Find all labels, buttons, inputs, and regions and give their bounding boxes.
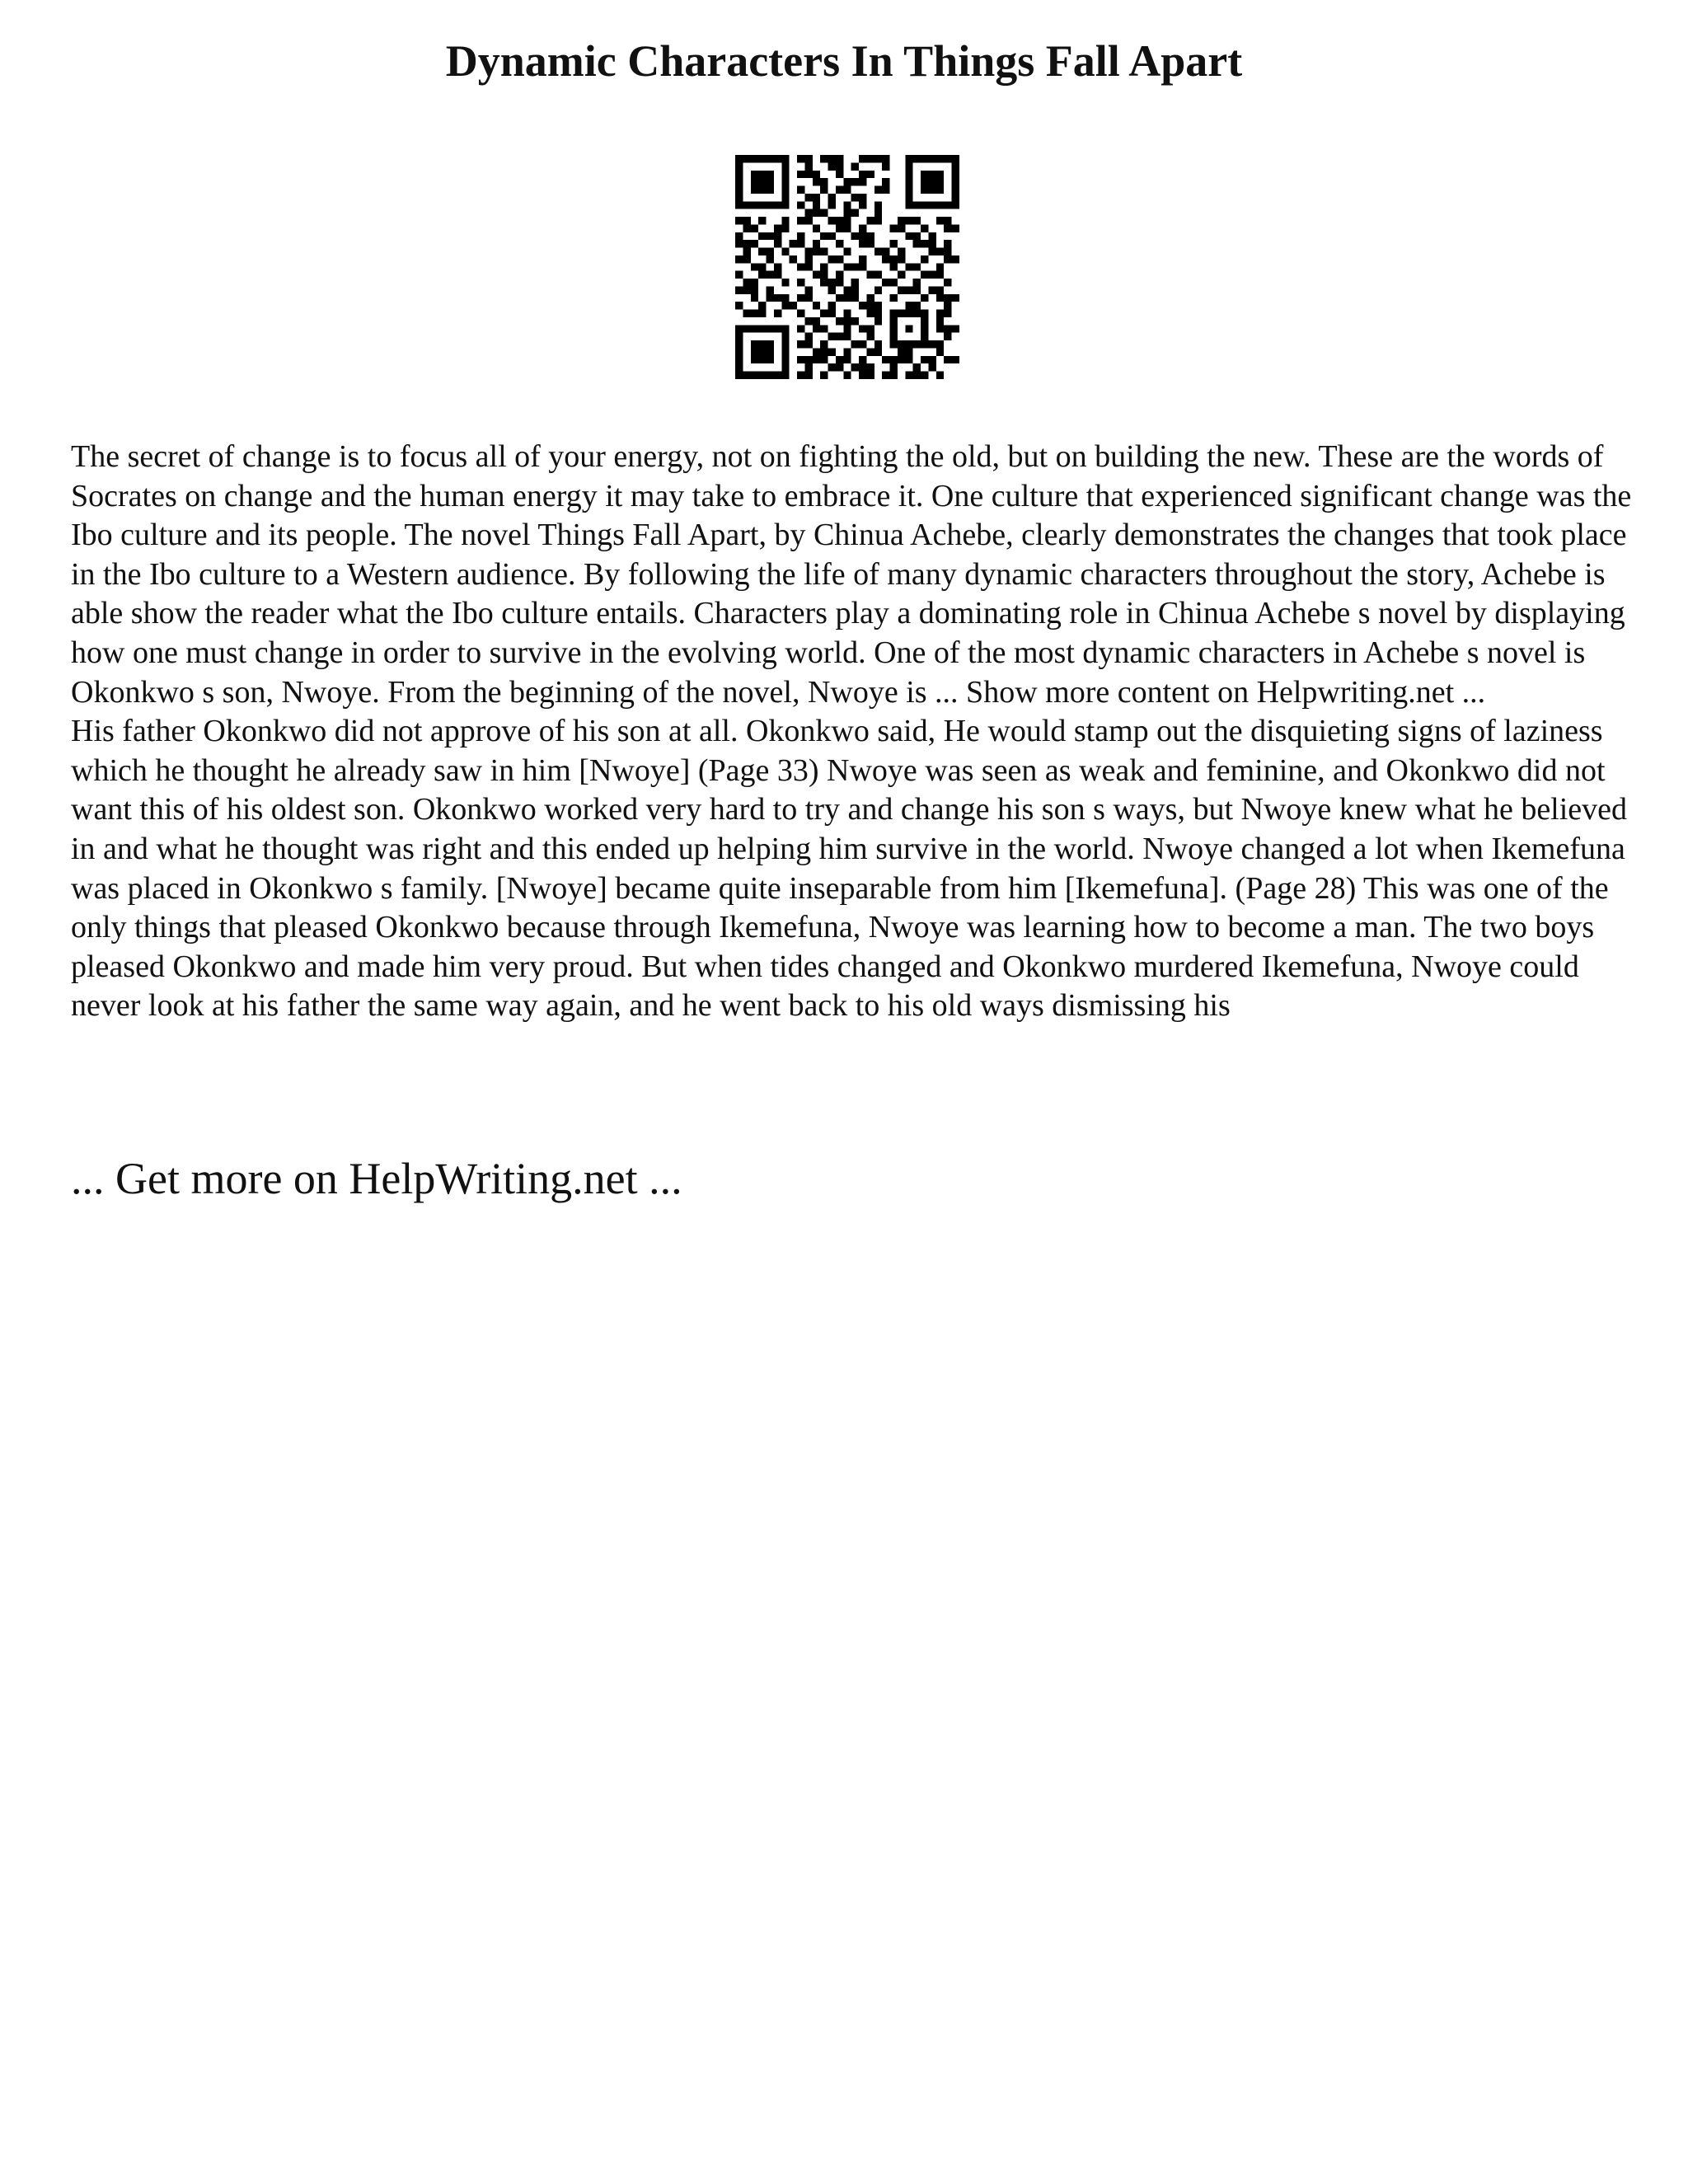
document-title: Dynamic Characters In Things Fall Apart [445,36,1243,86]
paragraph-body: His father Okonkwo did not approve of his son at all. Okonkwo said, He would stamp out the disquieting signs of laziness which he thought he already saw in him [Nwoye] (Page 33) Nwoye was seen as weak and feminine, and Okonkwo did not want this of his oldest son. Okonkwo worked very hard to try and change his son s ways, but Nwoye knew what he believed in and what he thought was right and this ended up helping him survive in the world. Nwoye changed a lot when Ikemefuna was placed in Okonkwo s family. [Nwoye] became quite inseparable from him [Ikemefuna]. (Page 28) This was one of the only things that pleased Okonkwo because through Ikemefuna, Nwoye was learning how to become a man. The two boys pleased Okonkwo and made him very proud. But when tides changed and Okonkwo murdered Ikemefuna, Nwoye could never look at his father the same way again, and he went back to his old ways dismissing his [71,714,1628,1024]
qr-code-icon [735,155,959,379]
article-body [71,438,1637,1026]
get-more-link[interactable]: ... Get more on HelpWriting.net ... [71,1154,682,1203]
paragraph-intro: The secret of change is to focus all of your energy, not on fighting the old, but on building the new. These are the words of Socrates on change and the human energy it may take to embrace it. One culture that experienced significant change was the Ibo culture and its people. The novel Things Fall Apart, by Chinua Achebe, clearly demonstrates the changes that took place in the Ibo culture to a Western audience. By following the life of many dynamic characters throughout the story, Achebe is able show the reader what the Ibo culture entails. Characters play a dominating role in Chinua Achebe s novel by displaying how one must change in order to survive in the evolving world. One of the most dynamic characters in Achebe s novel is Okonkwo s son, Nwoye. From the beginning of the novel, Nwoye is ... Show more content on Helpwriting.net ... [71,439,1632,710]
